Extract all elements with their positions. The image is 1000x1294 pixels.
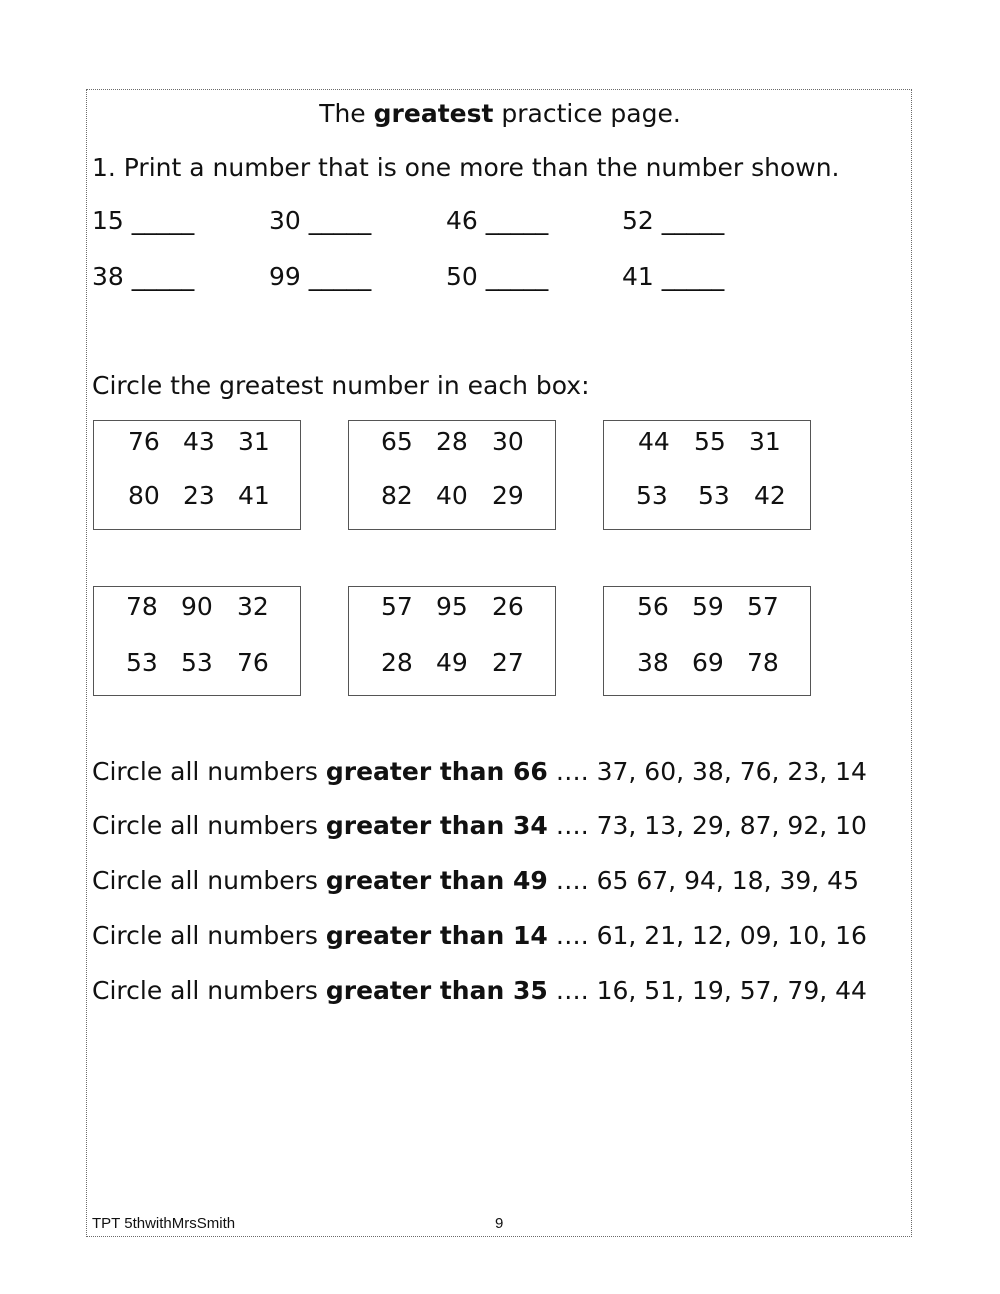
box-number[interactable]: 78 [747, 648, 779, 677]
q1-item: 52 _____ [622, 206, 725, 235]
q1-item: 15 _____ [92, 206, 195, 235]
q1-item: 99 _____ [269, 262, 372, 291]
box-number[interactable]: 53 [698, 481, 730, 510]
box-number[interactable]: 31 [238, 427, 270, 456]
q3-line: Circle all numbers greater than 14 …. 61, 21, 12, 09, 10, 16 [92, 921, 867, 950]
box-number[interactable]: 26 [492, 592, 524, 621]
box-number[interactable]: 53 [126, 648, 158, 677]
q1-item: 41 _____ [622, 262, 725, 291]
box-number[interactable]: 43 [183, 427, 215, 456]
box-number[interactable]: 78 [126, 592, 158, 621]
box-number[interactable]: 53 [636, 481, 668, 510]
box-number[interactable]: 32 [237, 592, 269, 621]
box-number[interactable]: 95 [436, 592, 468, 621]
page-number: 9 [495, 1215, 504, 1232]
box-number[interactable]: 69 [692, 648, 724, 677]
box-number[interactable]: 76 [128, 427, 160, 456]
number-box [603, 420, 811, 530]
q1-instruction: 1. Print a number that is one more than the number shown. [92, 153, 840, 182]
box-number[interactable]: 40 [436, 481, 468, 510]
box-number[interactable]: 28 [381, 648, 413, 677]
box-number[interactable]: 80 [128, 481, 160, 510]
q1-item: 50 _____ [446, 262, 549, 291]
box-number[interactable]: 56 [637, 592, 669, 621]
q1-item: 38 _____ [92, 262, 195, 291]
box-number[interactable]: 65 [381, 427, 413, 456]
box-number[interactable]: 90 [181, 592, 213, 621]
box-number[interactable]: 38 [637, 648, 669, 677]
footer-credit: TPT 5thwithMrsSmith [92, 1215, 236, 1232]
box-number[interactable]: 53 [181, 648, 213, 677]
q3-line: Circle all numbers greater than 35 …. 16, 51, 19, 57, 79, 44 [92, 976, 867, 1005]
number-box [93, 586, 301, 696]
box-number[interactable]: 31 [749, 427, 781, 456]
box-number[interactable]: 23 [183, 481, 215, 510]
box-number[interactable]: 82 [381, 481, 413, 510]
box-number[interactable]: 57 [747, 592, 779, 621]
q2-instruction: Circle the greatest number in each box: [92, 371, 590, 400]
box-number[interactable]: 29 [492, 481, 524, 510]
q1-item: 30 _____ [269, 206, 372, 235]
q3-line: Circle all numbers greater than 49 …. 65 67, 94, 18, 39, 45 [92, 866, 859, 895]
box-number[interactable]: 44 [638, 427, 670, 456]
box-number[interactable]: 49 [436, 648, 468, 677]
box-number[interactable]: 30 [492, 427, 524, 456]
box-number[interactable]: 27 [492, 648, 524, 677]
number-box [348, 586, 556, 696]
page-title: The greatest practice page. [319, 99, 681, 128]
number-box [93, 420, 301, 530]
box-number[interactable]: 28 [436, 427, 468, 456]
box-number[interactable]: 41 [238, 481, 270, 510]
box-number[interactable]: 59 [692, 592, 724, 621]
box-number[interactable]: 57 [381, 592, 413, 621]
q3-line: Circle all numbers greater than 66 …. 37, 60, 38, 76, 23, 14 [92, 757, 867, 786]
number-box [348, 420, 556, 530]
number-box [603, 586, 811, 696]
box-number[interactable]: 42 [754, 481, 786, 510]
box-number[interactable]: 76 [237, 648, 269, 677]
q1-item: 46 _____ [446, 206, 549, 235]
box-number[interactable]: 55 [694, 427, 726, 456]
q3-line: Circle all numbers greater than 34 …. 73, 13, 29, 87, 92, 10 [92, 811, 867, 840]
